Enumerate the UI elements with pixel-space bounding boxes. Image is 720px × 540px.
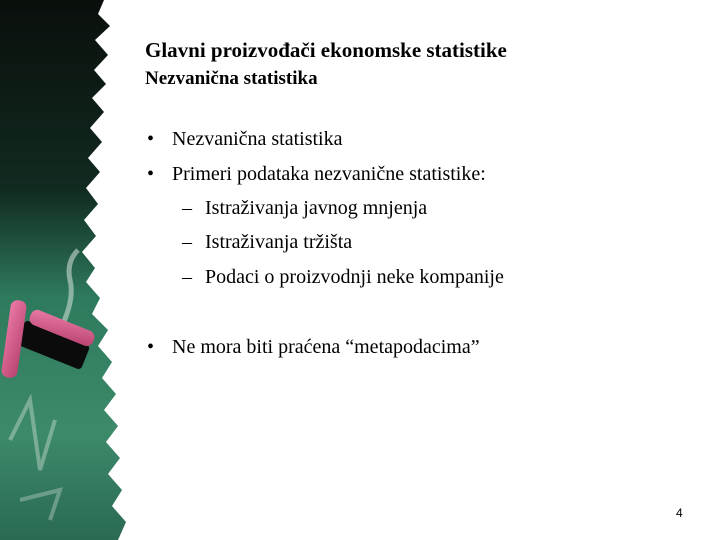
bullet-text: Primeri podataka nezvanične statistike: (172, 163, 486, 185)
bullet-marker: • (147, 336, 155, 358)
page-number: 4 (676, 506, 683, 520)
bullet-text: Nezvanična statistika (172, 128, 343, 150)
bullet-marker: • (147, 163, 155, 185)
slide-title: Glavni proizvođači ekonomske statistike (145, 38, 507, 62)
sub-bullet-text: Istraživanja tržišta (205, 231, 353, 253)
chalkboard-decoration (0, 0, 135, 540)
bullet-marker: • (147, 128, 155, 150)
chalkboard-shape (0, 0, 126, 540)
sub-bullet-text: Istraživanja javnog mnjenja (205, 197, 428, 219)
sub-bullet-marker: – (182, 266, 192, 288)
bullet-text: Ne mora biti praćena “metapodacima” (172, 336, 480, 358)
sub-bullet-marker: – (182, 197, 192, 219)
slide-subtitle: Nezvanična statistika (145, 68, 318, 89)
sub-bullet-marker: – (182, 231, 192, 253)
sub-bullet-text: Podaci o proizvodnji neke kompanije (205, 266, 504, 288)
